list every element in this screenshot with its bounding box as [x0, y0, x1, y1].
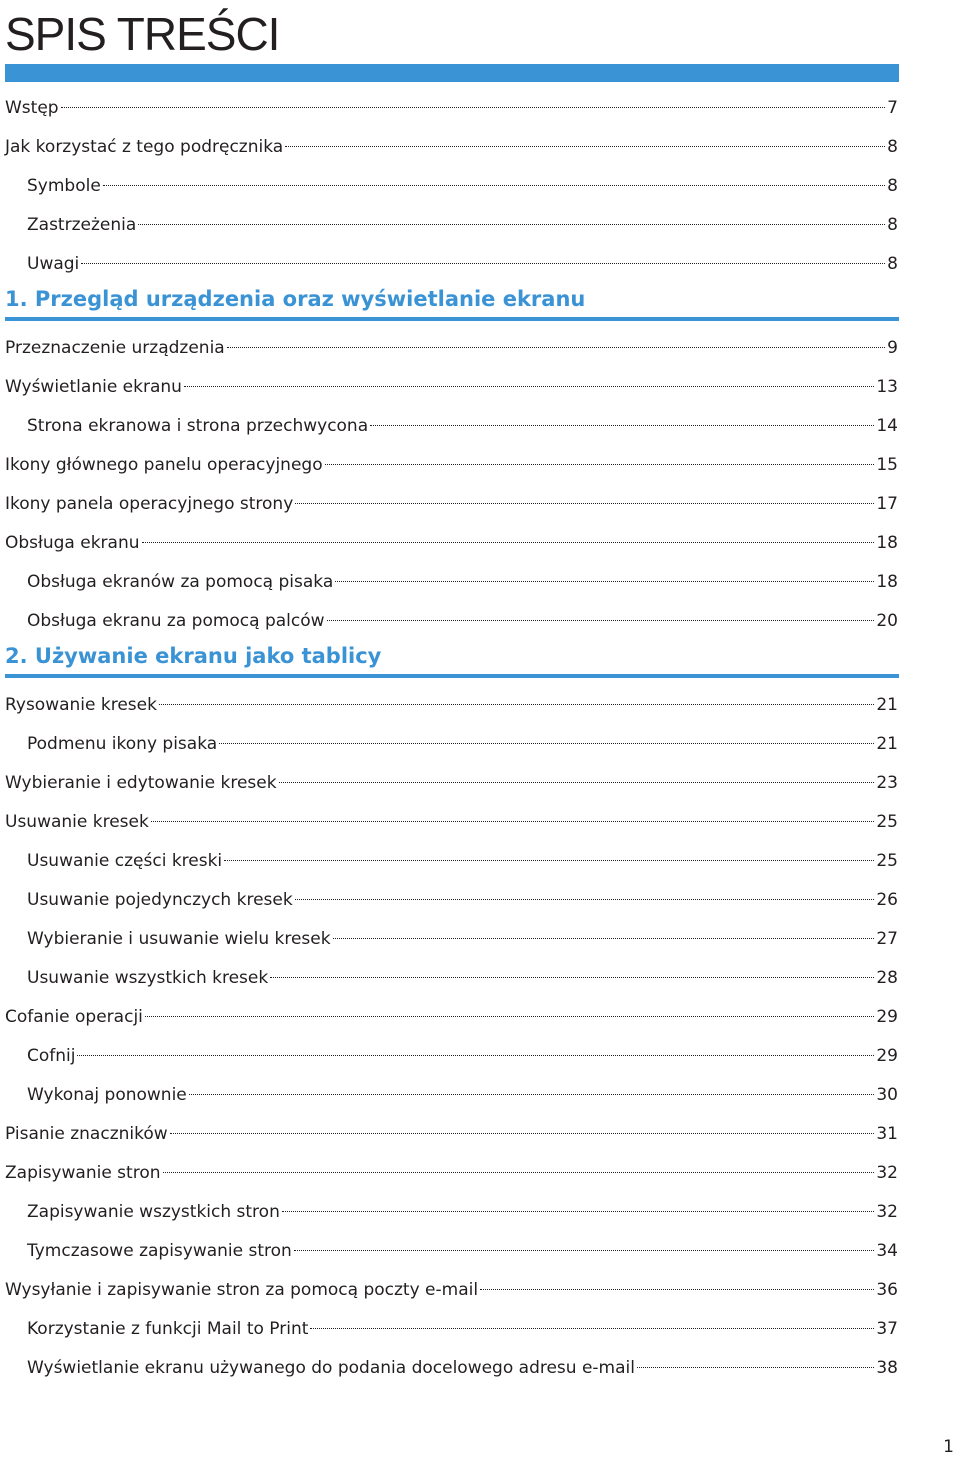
- toc-entry-label: Symbole: [27, 176, 101, 196]
- toc-entry[interactable]: [5, 134, 898, 160]
- toc-entry[interactable]: [5, 1121, 898, 1147]
- dot-leader: [285, 146, 885, 147]
- toc-entry[interactable]: [27, 1199, 898, 1225]
- dot-leader: [103, 185, 885, 186]
- toc-entry-page: 14: [876, 416, 898, 436]
- toc-entry-page: 21: [876, 734, 898, 754]
- toc-entry[interactable]: [5, 335, 898, 361]
- toc-entry[interactable]: [27, 731, 898, 757]
- dot-leader: [170, 1133, 875, 1134]
- toc-entry-page: 28: [876, 968, 898, 988]
- toc-entry-label: Wybieranie i edytowanie kresek: [5, 773, 277, 793]
- toc-entry-label: Uwagi: [27, 254, 80, 274]
- toc-entry[interactable]: [27, 965, 898, 991]
- toc-entry[interactable]: [27, 1355, 898, 1381]
- toc-entry-page: 32: [876, 1163, 898, 1183]
- toc-entry-page: 7: [887, 98, 898, 118]
- dot-leader: [270, 977, 874, 978]
- toc-entry-page: 25: [876, 812, 898, 832]
- dot-leader: [295, 503, 874, 504]
- toc-entry-label: Pisanie znaczników: [5, 1124, 168, 1144]
- toc-entry[interactable]: [5, 809, 898, 835]
- toc-entry-label: Tymczasowe zapisywanie stron: [27, 1241, 292, 1261]
- dot-leader: [189, 1094, 875, 1095]
- toc-entry-page: 20: [876, 611, 898, 631]
- toc-entry-label: Wyświetlanie ekranu używanego do podania docelowego adresu e-mail: [27, 1358, 635, 1378]
- dot-leader: [370, 425, 874, 426]
- toc-entry[interactable]: [5, 692, 898, 718]
- dot-leader: [637, 1367, 874, 1368]
- toc-entry-label: Obsługa ekranu za pomocą palców: [27, 611, 325, 631]
- toc-entry-page: 8: [887, 215, 898, 235]
- chapter-rule: [5, 674, 899, 678]
- toc-entry-page: 37: [876, 1319, 898, 1339]
- page-number: 1: [943, 1437, 954, 1457]
- dot-leader: [325, 464, 875, 465]
- toc-entry[interactable]: [5, 530, 898, 556]
- toc-entry-label: Zastrzeżenia: [27, 215, 137, 235]
- toc-entry-label: Rysowanie kresek: [5, 695, 157, 715]
- toc-entry-page: 8: [887, 254, 898, 274]
- dot-leader: [142, 542, 875, 543]
- dot-leader: [227, 347, 885, 348]
- toc-entry-label: Cofanie operacji: [5, 1007, 143, 1027]
- toc-entry-page: 23: [876, 773, 898, 793]
- toc-entry-page: 29: [876, 1007, 898, 1027]
- toc-entry-page: 13: [876, 377, 898, 397]
- toc-entry-page: 9: [887, 338, 898, 358]
- chapter-heading[interactable]: [5, 641, 899, 681]
- toc-entry-label: Wstęp: [5, 98, 59, 118]
- dot-leader: [219, 743, 874, 744]
- toc-entry-page: 26: [876, 890, 898, 910]
- toc-entry-page: 36: [876, 1280, 898, 1300]
- toc-entry-label: Wykonaj ponownie: [27, 1085, 187, 1105]
- toc-entry-label: Podmenu ikony pisaka: [27, 734, 218, 754]
- toc-entry[interactable]: [27, 608, 898, 634]
- toc-entry-page: 38: [876, 1358, 898, 1378]
- toc-entry-label: Wybieranie i usuwanie wielu kresek: [27, 929, 331, 949]
- dot-leader: [145, 1016, 874, 1017]
- dot-leader: [310, 1328, 874, 1329]
- toc-entry[interactable]: [27, 1082, 898, 1108]
- toc-entry-label: Strona ekranowa i strona przechwycona: [27, 416, 369, 436]
- toc-entry[interactable]: [5, 452, 898, 478]
- toc-entry[interactable]: [27, 413, 898, 439]
- toc-entry[interactable]: [5, 95, 898, 121]
- toc-entry[interactable]: [5, 1160, 898, 1186]
- toc-entry[interactable]: [27, 926, 898, 952]
- toc-entry[interactable]: [27, 1316, 898, 1342]
- toc-entry[interactable]: [27, 887, 898, 913]
- dot-leader: [279, 782, 875, 783]
- toc-entry[interactable]: [5, 374, 898, 400]
- toc-entry-label: Usuwanie części kreski: [27, 851, 223, 871]
- toc-entry-label: Cofnij: [27, 1046, 76, 1066]
- dot-leader: [294, 1250, 875, 1251]
- toc-entry[interactable]: [5, 770, 898, 796]
- toc-entry[interactable]: [27, 173, 898, 199]
- toc-entry-label: Obsługa ekranów za pomocą pisaka: [27, 572, 334, 592]
- dot-leader: [282, 1211, 875, 1212]
- dot-leader: [138, 224, 885, 225]
- toc-entry-page: 25: [876, 851, 898, 871]
- toc-entry-label: Wyświetlanie ekranu: [5, 377, 182, 397]
- dot-leader: [327, 620, 875, 621]
- toc-entry-label: Przeznaczenie urządzenia: [5, 338, 225, 358]
- toc-entry[interactable]: [27, 848, 898, 874]
- toc-entry[interactable]: [27, 1238, 898, 1264]
- toc-entry-label: Korzystanie z funkcji Mail to Print: [27, 1319, 309, 1339]
- toc-entry[interactable]: [5, 1004, 898, 1030]
- dot-leader: [295, 899, 875, 900]
- toc-entry-page: 32: [876, 1202, 898, 1222]
- toc-entry-page: 18: [876, 572, 898, 592]
- toc-entry-page: 18: [876, 533, 898, 553]
- toc-entry-label: Wysyłanie i zapisywanie stron za pomocą poczty e-mail: [5, 1280, 479, 1300]
- toc-entry-page: 15: [876, 455, 898, 475]
- toc-entry-label: Jak korzystać z tego podręcznika: [5, 137, 284, 157]
- toc-entry-page: 31: [876, 1124, 898, 1144]
- toc-entry-page: 27: [876, 929, 898, 949]
- dot-leader: [77, 1055, 874, 1056]
- dot-leader: [151, 821, 875, 822]
- toc-entry-page: 30: [876, 1085, 898, 1105]
- toc-entry-label: Ikony głównego panelu operacyjnego: [5, 455, 323, 475]
- toc-entry-label: Usuwanie wszystkich kresek: [27, 968, 269, 988]
- dot-leader: [333, 938, 875, 939]
- toc-entry-label: Zapisywanie wszystkich stron: [27, 1202, 280, 1222]
- toc-entry-page: 17: [876, 494, 898, 514]
- chapter-heading[interactable]: [5, 284, 899, 324]
- dot-leader: [335, 581, 874, 582]
- chapter-rule: [5, 317, 899, 321]
- dot-leader: [61, 107, 886, 108]
- toc-entry-label: Ikony panela operacyjnego strony: [5, 494, 294, 514]
- toc-entry-label: Obsługa ekranu: [5, 533, 140, 553]
- dot-leader: [163, 1172, 875, 1173]
- toc-entry-page: 29: [876, 1046, 898, 1066]
- page-title: SPIS TREŚCI: [5, 8, 280, 60]
- toc-entry-page: 8: [887, 176, 898, 196]
- toc-entry[interactable]: [5, 491, 898, 517]
- dot-leader: [480, 1289, 874, 1290]
- dot-leader: [184, 386, 874, 387]
- toc-entry-label: Usuwanie kresek: [5, 812, 149, 832]
- chapter-title: 2. Używanie ekranu jako tablicy: [5, 644, 382, 668]
- toc-entry[interactable]: [27, 1043, 898, 1069]
- chapter-title: 1. Przegląd urządzenia oraz wyświetlanie ekranu: [5, 287, 586, 311]
- title-rule: [5, 64, 899, 82]
- dot-leader: [81, 263, 885, 264]
- toc-entry-label: Zapisywanie stron: [5, 1163, 161, 1183]
- toc-entry-page: 34: [876, 1241, 898, 1261]
- toc-entry[interactable]: [27, 569, 898, 595]
- dot-leader: [159, 704, 874, 705]
- toc-entry[interactable]: [27, 251, 898, 277]
- toc-entry-label: Usuwanie pojedynczych kresek: [27, 890, 293, 910]
- toc-entry[interactable]: [27, 212, 898, 238]
- toc-entry-page: 8: [887, 137, 898, 157]
- dot-leader: [224, 860, 874, 861]
- toc-entry[interactable]: [5, 1277, 898, 1303]
- toc-entry-page: 21: [876, 695, 898, 715]
